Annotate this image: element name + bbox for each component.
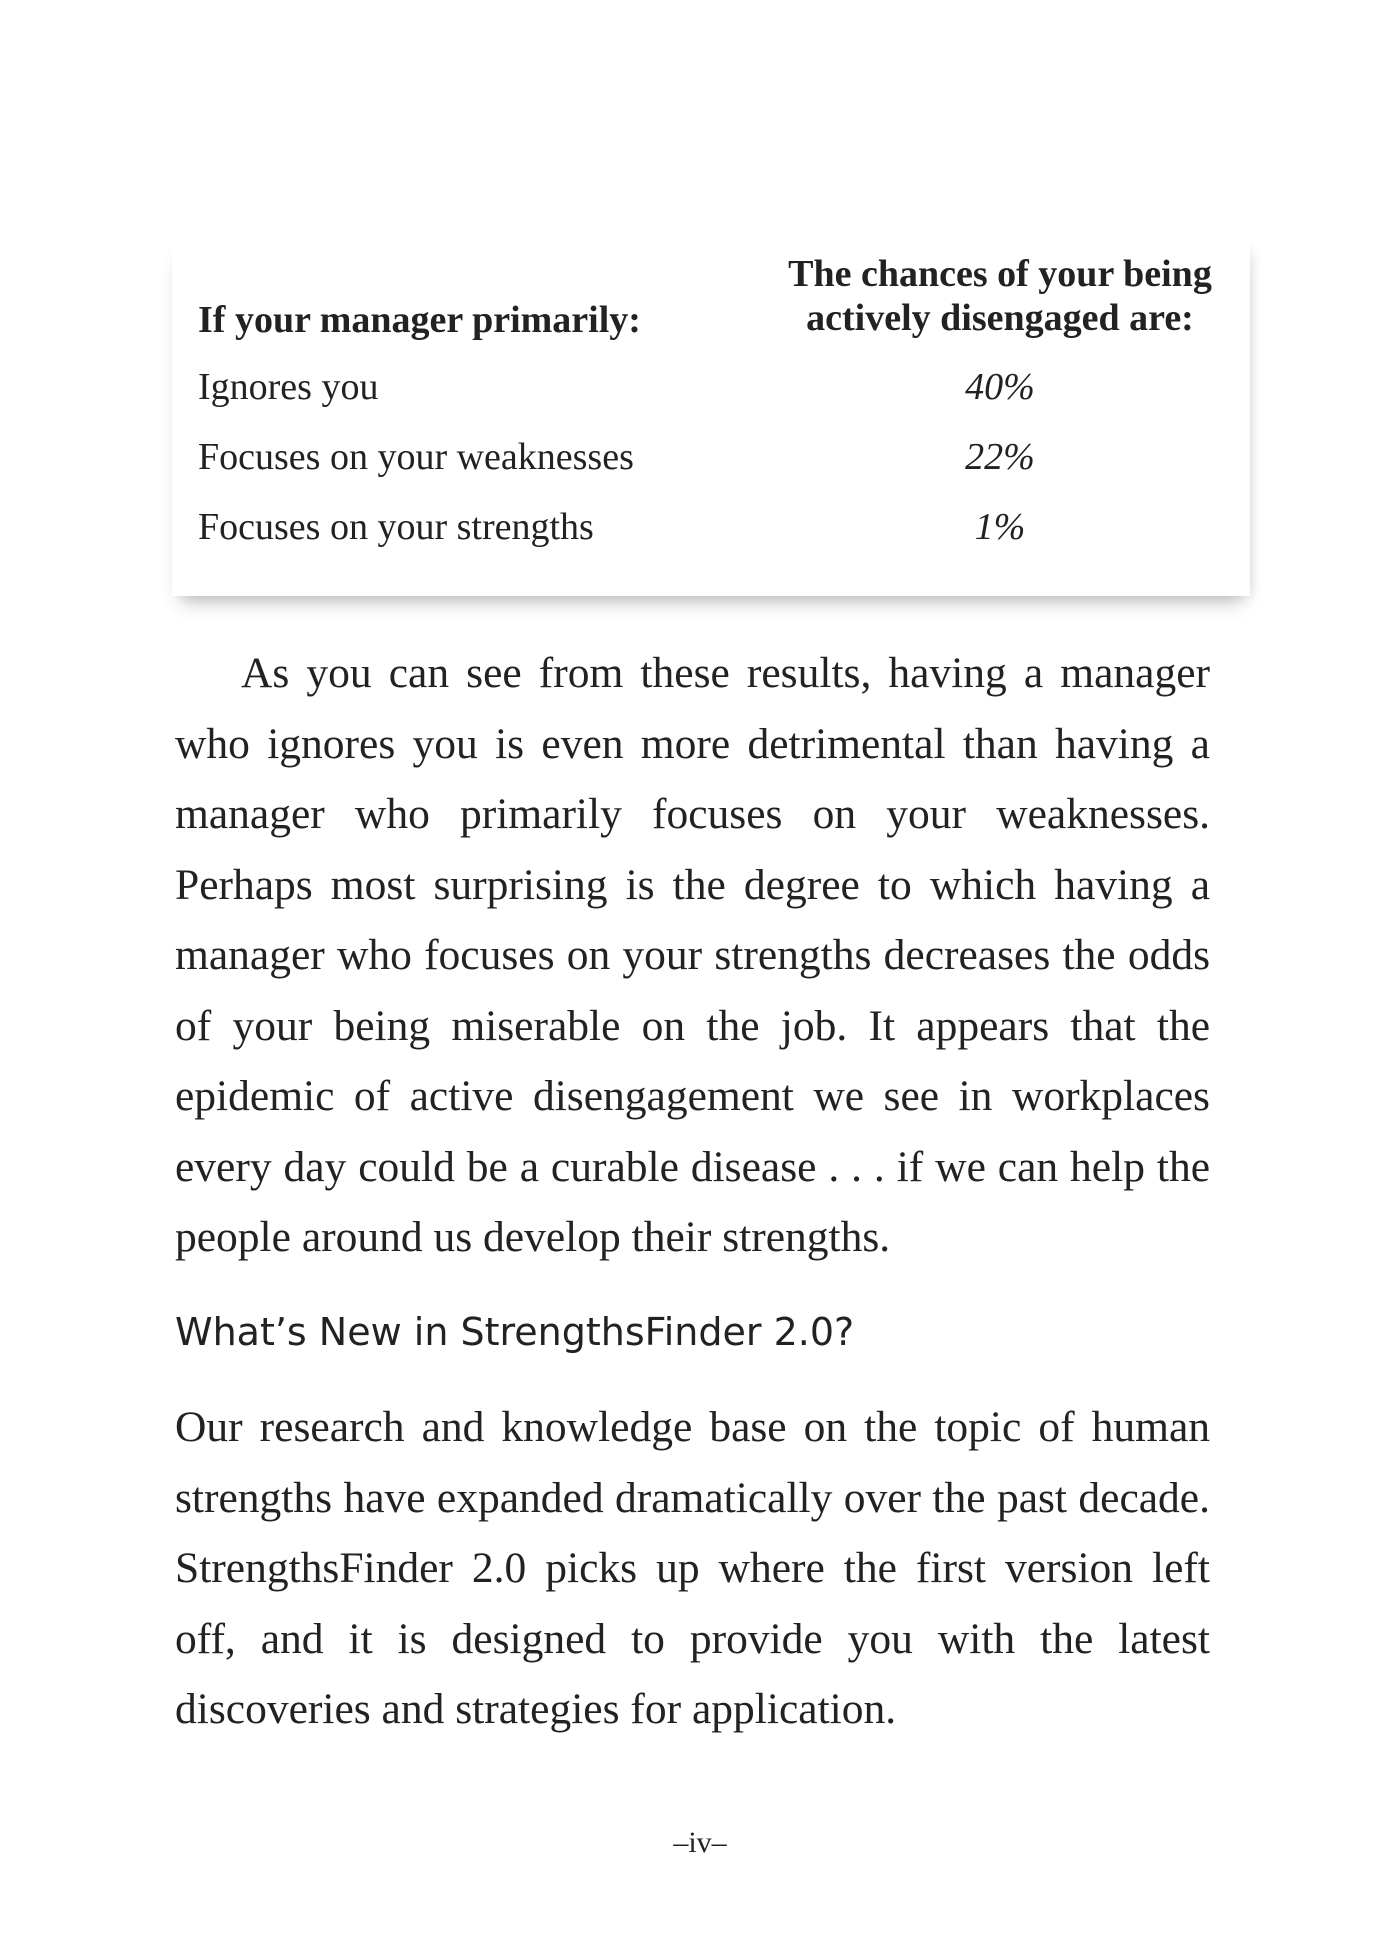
section-heading: What’s New in StrengthsFinder 2.0? bbox=[175, 1310, 855, 1354]
page-number: –iv– bbox=[673, 1826, 727, 1859]
table-row-label: Ignores you bbox=[198, 366, 379, 408]
body-paragraph-whats-new: Our research and knowledge base on the topic of human strengths have expanded dramatically over the past decade. StrengthsFinder 2.0 picks up where the first version left off, and it is designed to provide you with the latest discoveries and strategies for application. bbox=[175, 1403, 1210, 1733]
table-row-value: 40% bbox=[965, 366, 1035, 408]
table-row-label: Focuses on your weaknesses bbox=[198, 436, 634, 478]
table-row-value: 22% bbox=[965, 436, 1035, 478]
table-row-value: 1% bbox=[974, 506, 1026, 548]
table-header-manager: If your manager primarily: bbox=[198, 299, 641, 341]
body-paragraph-results: As you can see from these results, having a manager who ignores you is even more detrimental than having a manager who primarily focuses on your weaknesses. Perhaps most surprising is the degree to which having a manager who focuses on your strengths decreases the odds of your being miserable on the job. It appears that the epidemic of active disengagement we see in workplaces every day could be a curable disease . . . if we can help the people around us develop their strengths. bbox=[175, 649, 1210, 1261]
table-row-label: Focuses on your strengths bbox=[198, 506, 594, 548]
table-header-chances: The chances of your being actively disengaged are: bbox=[788, 253, 1212, 339]
